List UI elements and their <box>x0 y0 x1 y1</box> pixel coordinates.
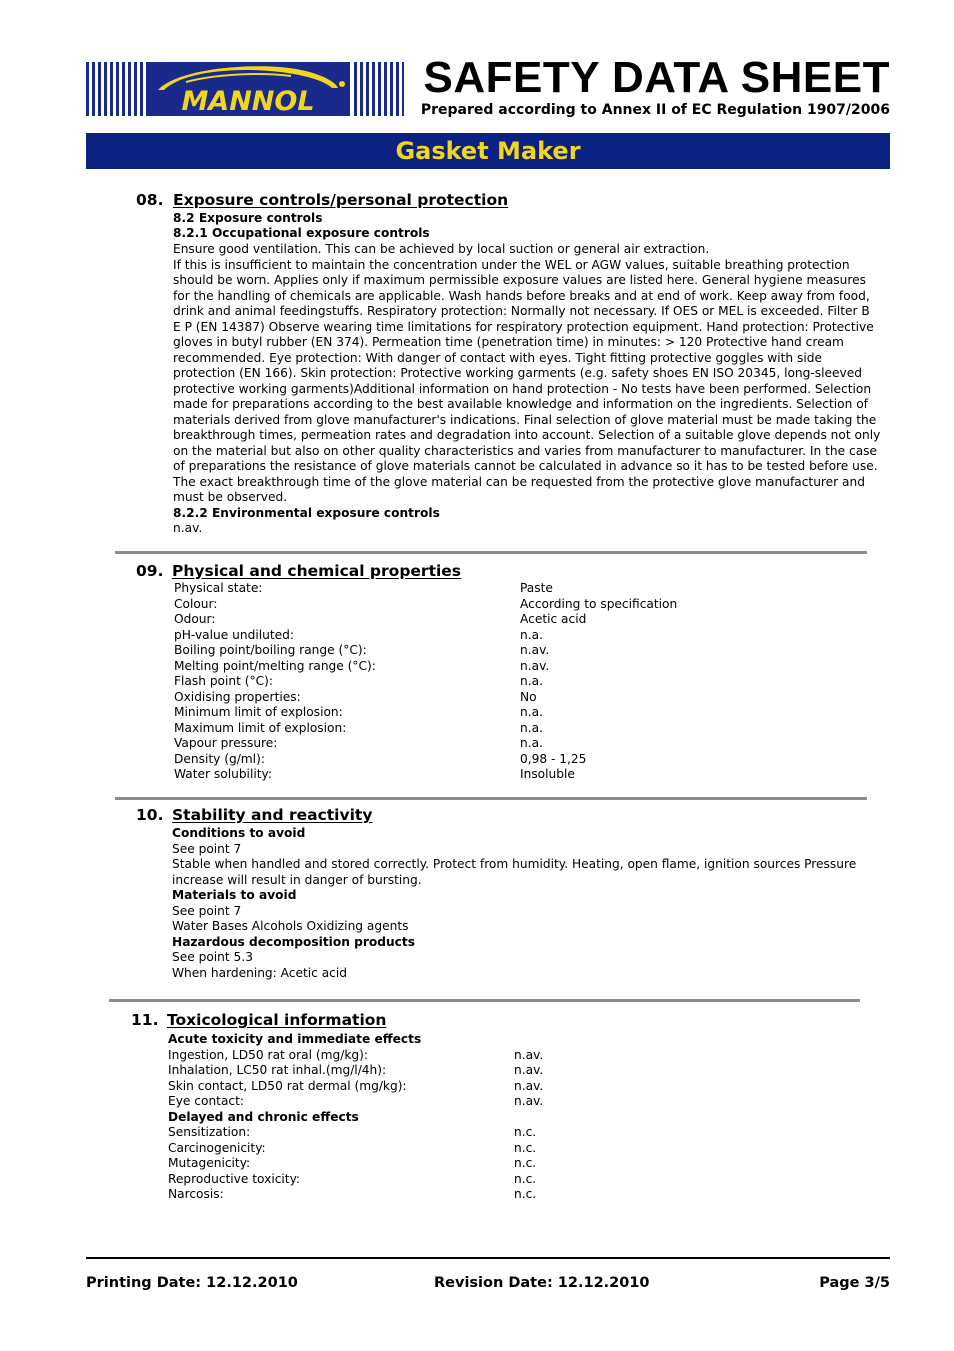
section-number: 09. <box>136 562 164 580</box>
subsection-heading: Conditions to avoid <box>172 826 306 840</box>
toxicology-row <box>168 1048 768 1064</box>
text-line: Ensure good ventilation. This can be achieved by local suction or general air extraction. <box>173 242 710 256</box>
property-row <box>174 628 774 644</box>
section-title: Stability and reactivity <box>172 806 373 824</box>
property-label: Vapour pressure: <box>174 736 278 750</box>
toxicology-row <box>168 1063 768 1079</box>
property-row <box>174 643 774 659</box>
printing-date: Printing Date: 12.12.2010 <box>86 1275 298 1291</box>
property-value: No <box>520 689 537 704</box>
section-title: Toxicological information <box>167 1011 387 1029</box>
subsection-heading: Materials to avoid <box>172 888 297 902</box>
toxicology-row <box>168 1141 768 1157</box>
properties-table <box>174 581 774 783</box>
toxicology-label: Ingestion, LD50 rat oral (mg/kg): <box>168 1047 369 1062</box>
property-row <box>174 721 774 737</box>
text-line: materials derived from glove manufacturer's indications. Final selection of glove material must be made taking the <box>173 412 877 427</box>
property-value: According to specification <box>520 596 678 611</box>
property-label: Melting point/melting range (°C): <box>174 658 376 673</box>
toxicology-label: Skin contact, LD50 rat dermal (mg/kg): <box>168 1078 407 1093</box>
section-08-heading <box>136 191 508 209</box>
mannol-logo <box>86 62 404 116</box>
toxicology-value: n.av. <box>514 1078 544 1093</box>
property-value: Insoluble <box>520 767 575 781</box>
text-line: The exact breakthrough time of the glove material can be requested from the protective glove manufacturer and <box>173 474 865 489</box>
section-title: Exposure controls/personal protection <box>173 191 509 209</box>
property-label: Physical state: <box>174 581 263 595</box>
property-value: n.a. <box>520 627 543 642</box>
toxicology-label: Sensitization: <box>168 1125 251 1139</box>
property-row <box>174 767 774 783</box>
property-row <box>174 659 774 675</box>
text-line: When hardening: Acetic acid <box>172 965 347 980</box>
text-line: Water Bases Alcohols Oxidizing agents <box>172 919 409 933</box>
text-line: Stable when handled and stored correctly. Protect from humidity. Heating, open flame, ignition sources Pressure <box>172 857 857 871</box>
property-value: Paste <box>520 581 553 595</box>
property-label: Minimum limit of explosion: <box>174 705 343 719</box>
toxicology-value: n.c. <box>514 1156 537 1170</box>
toxicology-row <box>168 1156 768 1172</box>
property-label: Maximum limit of explosion: <box>174 720 347 735</box>
toxicology-label: Mutagenicity: <box>168 1156 251 1170</box>
occupational-controls-text <box>173 242 880 537</box>
text-line: See point 5.3 <box>172 950 253 964</box>
toxicology-value: n.av. <box>514 1047 544 1062</box>
environmental-controls-value: n.av. <box>173 521 203 535</box>
property-label: Odour: <box>174 612 216 626</box>
property-value: n.av. <box>520 643 550 657</box>
property-label: pH-value undiluted: <box>174 627 294 642</box>
toxicology-value: n.c. <box>514 1140 537 1155</box>
text-line: protection (EN 166). Skin protection: Protective working garments (e.g. safety shoes EN ISO 20345, long-sleeved <box>173 366 862 380</box>
property-value: n.a. <box>520 674 543 688</box>
property-label: Density (g/ml): <box>174 751 265 766</box>
section-divider <box>115 551 867 554</box>
toxicology-value: n.c. <box>514 1171 537 1186</box>
toxicology-label: Eye contact: <box>168 1094 244 1108</box>
property-row <box>174 581 774 597</box>
property-value: n.a. <box>520 720 543 735</box>
toxicology-row <box>168 1125 768 1141</box>
subsection-heading: 8.2.2 Environmental exposure controls <box>173 505 440 520</box>
section-divider <box>109 999 860 1002</box>
section-title: Physical and chemical properties <box>172 562 462 580</box>
text-line: protective working garments)Additional information on hand protection - No tests have been performed. Selection <box>173 381 872 396</box>
text-line: for the handling of chemicals are applicable. Wash hands before breaks and at end of work. Keep away from food, <box>173 288 870 303</box>
toxicology-value: n.av. <box>514 1094 544 1108</box>
svg-text:MANNOL: MANNOL <box>181 86 315 116</box>
subsection-heading: Delayed and chronic effects <box>168 1109 359 1124</box>
property-row <box>174 674 774 690</box>
property-label: Colour: <box>174 596 218 611</box>
toxicology-label: Inhalation, LC50 rat inhal.(mg/l/4h): <box>168 1063 387 1077</box>
text-line: made for preparations according to the best available knowledge and information on the ingredients. Selection of <box>173 397 868 411</box>
property-value: n.av. <box>520 658 550 673</box>
stability-text <box>172 826 856 981</box>
text-line: gloves in butyl rubber (EN 374). Permeation time (penetration time) in minutes: > 120 Protective hand cream <box>173 335 844 349</box>
property-label: Boiling point/boiling range (°C): <box>174 643 367 657</box>
property-value: 0,98 - 1,25 <box>520 751 587 766</box>
text-line: should be worn. Applies only if maximum permissible exposure values are listed here. General hygiene measures <box>173 273 866 287</box>
text-line: drink and animal feedingstuffs. Respiratory protection: Normally not necessary. If OES or MEL is exceeded. Filter B <box>173 304 870 318</box>
property-value: n.a. <box>520 736 543 750</box>
footer-divider <box>86 1257 890 1259</box>
property-value: Acetic acid <box>520 612 587 626</box>
toxicology-label: Reproductive toxicity: <box>168 1171 301 1186</box>
property-row <box>174 612 774 628</box>
text-line: E P (EN 14387) Observe wearing time limitations for respiratory protection equipment. Hand protection: Protective <box>173 319 874 334</box>
text-line: See point 7 <box>172 903 242 918</box>
text-line: If this is insufficient to maintain the concentration under the WEL or AGW values, suitable breathing protection <box>173 257 850 272</box>
subsection-heading: 8.2 Exposure controls <box>173 211 323 225</box>
toxicology-row <box>168 1172 768 1188</box>
document-subtitle: Prepared according to Annex II of EC Regulation 1907/2006 <box>420 102 890 118</box>
toxicology-value: n.c. <box>514 1125 537 1139</box>
toxicology-row <box>168 1187 768 1203</box>
property-row <box>174 705 774 721</box>
toxicology-table <box>168 1032 768 1203</box>
text-line: recommended. Eye protection: With danger of contact with eyes. Tight fitting protective goggles with side <box>173 350 823 365</box>
toxicology-value: n.c. <box>514 1187 537 1201</box>
property-row <box>174 597 774 613</box>
text-line: breakthrough times, permeation rates and degradation into account. Selection of a suitable glove depends not only <box>173 428 881 442</box>
property-label: Water solubility: <box>174 767 272 781</box>
section-10-heading <box>136 806 372 824</box>
section-09-heading <box>136 562 461 580</box>
subsection-heading: 8.2.1 Occupational exposure controls <box>173 226 430 240</box>
section-11-heading <box>131 1011 386 1029</box>
toxicology-value: n.av. <box>514 1063 544 1077</box>
section-number: 08. <box>136 191 164 209</box>
subsection-heading: Hazardous decomposition products <box>172 934 415 949</box>
product-banner <box>86 133 890 169</box>
property-label: Oxidising properties: <box>174 689 301 704</box>
text-line: must be observed. <box>173 490 288 504</box>
property-label: Flash point (°C): <box>174 674 273 688</box>
section-number: 11. <box>131 1011 159 1029</box>
section-number: 10. <box>136 806 164 824</box>
property-row <box>174 690 774 706</box>
property-value: n.a. <box>520 705 543 719</box>
text-line: See point 7 <box>172 841 242 856</box>
section-divider <box>115 797 867 800</box>
toxicology-label: Carcinogenicity: <box>168 1140 266 1155</box>
toxicology-label: Narcosis: <box>168 1187 224 1201</box>
revision-date: Revision Date: 12.12.2010 <box>434 1275 650 1291</box>
document-title: SAFETY DATA SHEET <box>423 53 890 102</box>
property-row <box>174 752 774 768</box>
toxicology-row <box>168 1079 768 1095</box>
text-line: increase will result in danger of bursting. <box>172 872 422 887</box>
text-line: of preparations the resistance of glove materials cannot be calculated in advance so it has to be tested before use. <box>173 459 878 473</box>
product-name: Gasket Maker <box>395 137 581 165</box>
text-line: on the material but also on other quality characteristics and varies from manufacturer to manufacturer. In the case <box>173 443 878 458</box>
toxicology-row <box>168 1094 768 1110</box>
subsection-heading: Acute toxicity and immediate effects <box>168 1032 422 1046</box>
property-row <box>174 736 774 752</box>
page-number: Page 3/5 <box>819 1275 890 1291</box>
